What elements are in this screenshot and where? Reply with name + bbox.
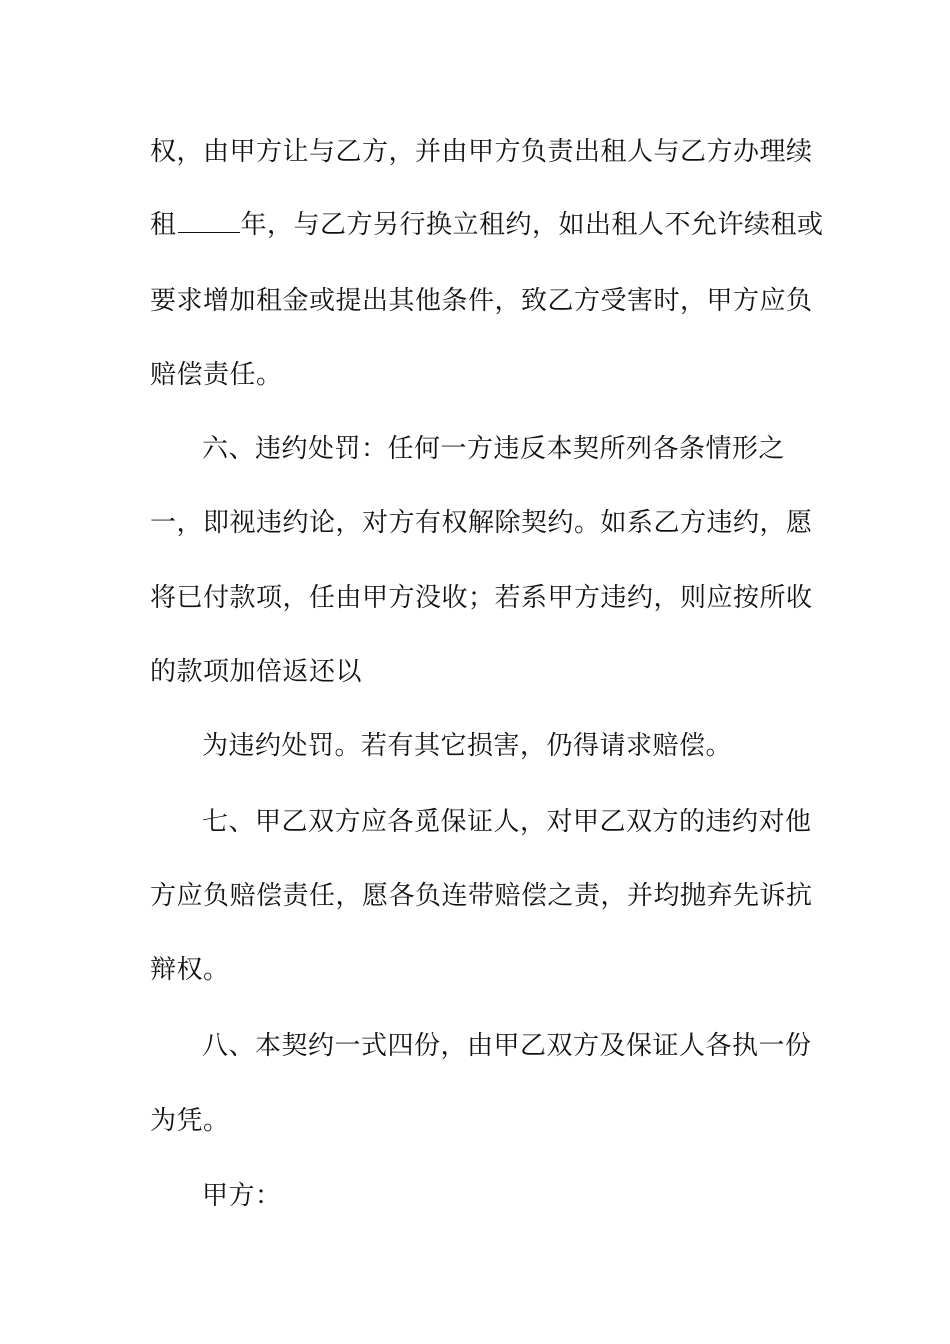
text-fragment: 年，与乙方另行换立租约，如出租人不允许续租或 <box>240 210 824 240</box>
section-six-heading-line: 六、违约处罚：任何一方违反本契所列各条情形之 <box>202 434 786 464</box>
section-eight-heading-line: 八、本契约一式四份，由甲乙双方及保证人各执一份 <box>202 1031 812 1061</box>
party-a-label: 甲方： <box>202 1181 282 1211</box>
text-line: 赔偿责任。 <box>150 360 283 390</box>
text-line: 为违约处罚。若有其它损害，仍得请求赔偿。 <box>202 731 733 761</box>
text-line: 一，即视违约论，对方有权解除契约。如系乙方违约，愿 <box>150 508 813 538</box>
text-line: 辩权。 <box>150 955 230 985</box>
text-fragment: 租 <box>150 210 177 240</box>
fill-in-blank <box>178 210 240 233</box>
text-line: 的款项加倍返还以 <box>150 657 363 687</box>
text-line <box>150 209 824 241</box>
text-line: 方应负赔偿责任，愿各负连带赔偿之责，并均抛弃先诉抗 <box>150 881 813 911</box>
text-line: 要求增加租金或提出其他条件，致乙方受害时，甲方应负 <box>150 286 813 316</box>
text-line: 权，由甲方让与乙方，并由甲方负责出租人与乙方办理续 <box>150 137 813 167</box>
section-seven-heading-line: 七、甲乙双方应各觅保证人，对甲乙双方的违约对他 <box>202 807 812 837</box>
text-line: 将已付款项，任由甲方没收；若系甲方违约，则应按所收 <box>150 583 813 613</box>
text-line: 为凭。 <box>150 1106 230 1136</box>
